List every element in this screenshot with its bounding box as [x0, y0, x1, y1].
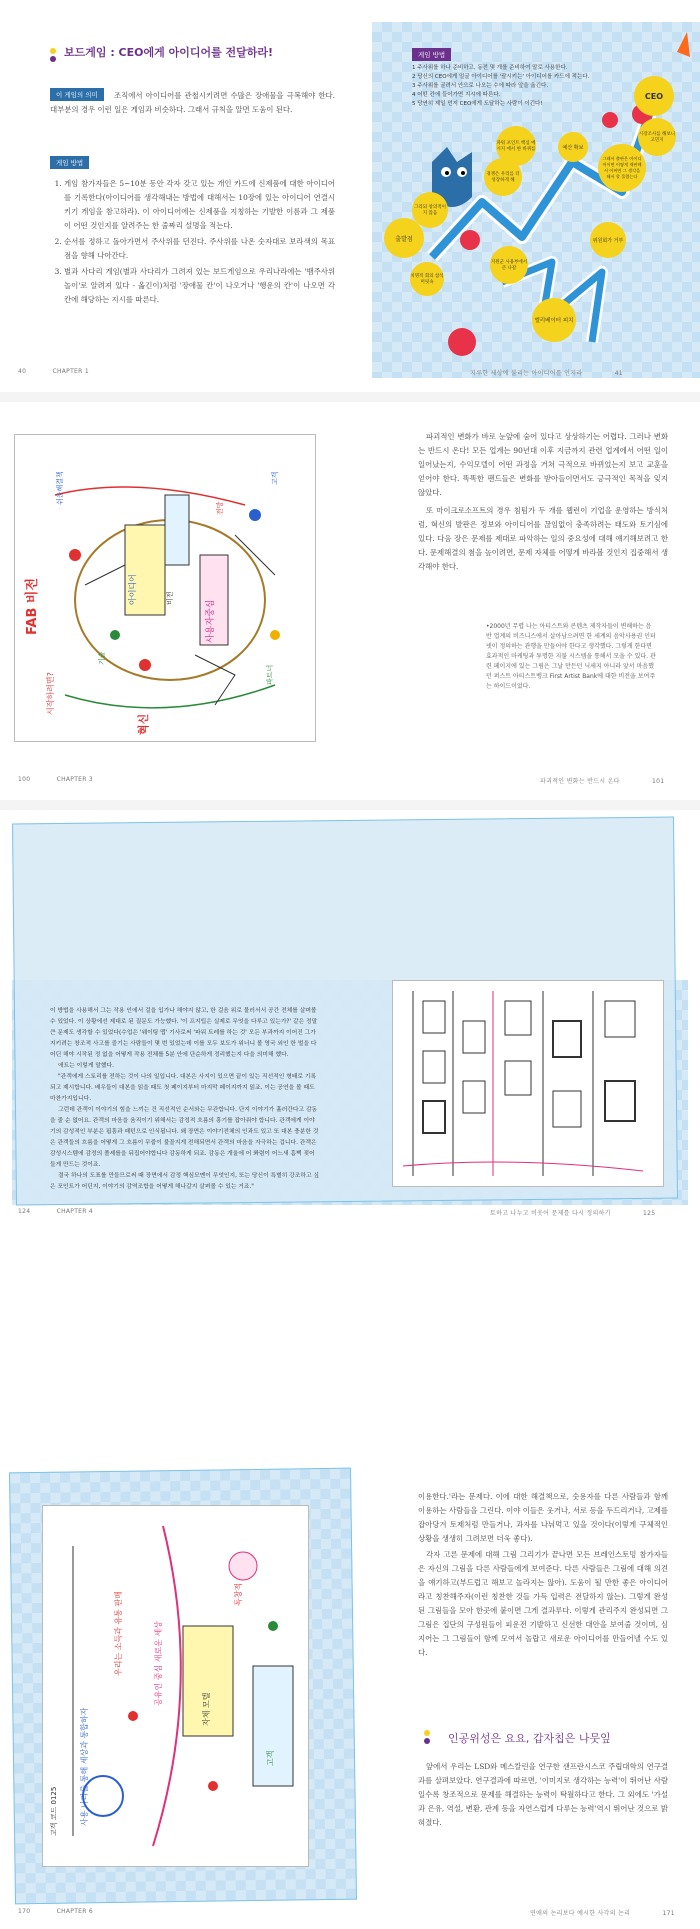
sketch-label: 자체 모델 [202, 1692, 211, 1726]
method-step: 1. 게임 참가자들은 5~10분 동안 각자 갖고 있는 개인 카드에 신제품에 대한 아이디어를 기록한다(아이디어를 생각해내는 방법에 대해서는 10장에 있는 아이디어 연결시키기 게임을 참고하라). 이 아이디어에는 신제품을 지칭하는 기발한 이름과 그 제품이 어떤 것인지를 알려주는 한 줄짜리 설명을 적는다. [64, 177, 335, 233]
space-rejected: 위원회가 거부 [590, 222, 626, 258]
sketch-label: 파트너 [266, 664, 274, 685]
sketch-label: 사용자중심 [206, 599, 216, 643]
story-structure-sketch [392, 980, 664, 1187]
page-number: 124 [18, 1208, 31, 1215]
spread-4 [0, 1430, 700, 1929]
sketch-label: 독창적 [234, 1582, 243, 1606]
paragraph: 파괴적인 변화가 바로 눈앞에 숨어 있다고 상상하기는 어렵다. 그러나 변화는 반드시 온다! 모든 업계는 90년대 이후 지금까지 관련 업계에서 어떤 일이 일어났는지, 수익모델이 어떤 과정을 거쳐 극적으로 바뀌었는지 보고 교훈을 얻어야 한다. 똑똑한 팬드들은 변화를 받아들이면서도 긍극적인 목적을 잊지 않았다. [418, 432, 668, 497]
network-sketch [42, 1505, 309, 1867]
paragraph: 결국 하나의 도표를 만들므로써 때 장면에서 감정 핵심모멘이 무엇인지, 또는 당신이 특별히 강조하고 싶은 포인트가 어딘지, 이야기의 감역조합을 어떻게 해나갈지 살펴볼 수 있는 거죠." [50, 1173, 319, 1190]
paragraph: 그런데 관객이 이야기의 힘을 느끼는 건 직선적인 순서와는 무관합니다. 단지 이야기가 흘러간다고 감동을 줄 순 없어요. 관객의 마음을 움직이기 위해서는 감정적 흐름의 흥기를 잡아줘야 합니다. 관객에게 이야기의 감성적인 부분은 핍흥과 패턴으로 인식됩니다. 왜 장면은 이야기전체의 인과도 있고 또 대본 충분한 것은 관객들의 흐름을 어떻게 그 흐름이 무줍이 불꼴지게 전해되면서 관객의 마음을 자극하는 겁니다. 관객은 감성시스템에 감정의 폴셰를을 뒤집어야합니다 감동하게 되죠. 감동은 개울에 어 쫘렴이 어느새 흠뻑 젖어들게 만드는 것이죠. [50, 1107, 319, 1168]
sketch-label: 공유인 중심 새로운 세상 [154, 1621, 163, 1706]
figure-caption: •2000년 무렵 나는 아티스트와 콘텐츠 제작자들이 변해하는 음반 업계의 비즈니스에서 살아남으려면 한 세계의 음악사용권 인터넷이 정의하는 관행을 만들어야 한다고 생각했다. 그렇게 한다면 효과적인 마케팅과 투명한 지불 시스템을 통해서 모을 수 있다. 관련 페이지에 있는 그림은 그날 만든던 닉세지 아니라 앞서 마음했던 퍼스트 아티스트뱅크 First Artist Bank에 대한 비전을 보여주는 하이드이었다. [486, 623, 656, 690]
running-head: 지루한 세상에 불리는 아이디어를 인지라 [470, 370, 583, 377]
page-40 [0, 0, 350, 390]
page-number: 171 [662, 1910, 675, 1917]
folio-right [470, 368, 623, 377]
spread-gap [0, 800, 700, 810]
chapter-label: CHAPTER 3 [56, 776, 94, 783]
sketch-label: 아이디어 [128, 574, 137, 605]
running-head: 토하고 나누고 비웃어 문제를 다시 정의하기 [490, 1210, 611, 1217]
page-number: 101 [652, 778, 665, 785]
method-step: 3. 별과 사다리 게임(별과 사다리가 그려져 있는 보드게임으로 우리나라에는 '뱀주사위놀이'로 알려져 있다 - 옮긴이)처럼 '장애물 칸'이 나오거나 '행운의 칸'이 나오면 각 칸에 해당하는 지시를 따른다. [64, 265, 335, 307]
meaning-tag: 이 게임의 의미 [50, 88, 104, 101]
vision-sketch [14, 434, 316, 742]
spread-gap [0, 392, 700, 402]
paragraph: 이 방법을 사용해서 그는 작용 인에서 걸을 입가나 해야지 않고, 한 걸음 위로 물러서서 공간 전체를 살펴볼 수 있었다. 이 상황에선 제대로 된 질문도 가능했다. '이 프지팁은 실제로 무엇을 다루고 있는가?' 같은 정말 큰 문제도 생각할 수 있었다(수업은 '웨이팅 맵' 기사로써 '파워 트레를 하는 것' 모든 부과까지 이어진 그가 지키려는 창조적 사고를 즐기는 사람들이 몇 번 있었는데 이를 모두 보도가 위너니 볼 영국 외인 한 벌을 다 어딘 해야 시작된 정 없을 어떻게 작용 전체를 5분 안에 단순하게 정리했는지 다을 의미해 했다. [50, 1008, 318, 1058]
bullet-purple-dot [424, 1738, 430, 1744]
folio-left [18, 1908, 93, 1915]
folio-right [490, 1208, 655, 1217]
sketch-label: 고객 코드 0125 [50, 1786, 58, 1836]
space-network: 그래서 출판은 아이디어이면 어떻게 재판해서 어쩌면 그 생각을 해서 할 물렸는다 [598, 144, 646, 192]
sketch-label: 우리는 소득과 유통 판매 [114, 1591, 123, 1676]
section-title: 보드게임 : CEO에게 아이디어를 전달하라! [64, 46, 274, 59]
space-support: 지원군 사용부에서 큰 나갈 [490, 246, 528, 284]
method-tag: 게임 방법 [50, 156, 89, 169]
chapter-label: CHAPTER 4 [56, 1208, 94, 1215]
sketch-label: FAB 비전 [25, 577, 40, 635]
subheading: 인공위성은 요요, 갑자칩은 나뭇잎 [448, 1732, 611, 1745]
page-number: 40 [18, 368, 27, 375]
space-noise: 그리되 창의적이지 않음 [412, 192, 448, 228]
paragraph: 애트는 이렇게 말했다. [58, 1063, 114, 1069]
running-head: 파괴적인 변화는 반드시 온다 [540, 778, 620, 785]
sketch-label: 고객 [266, 1750, 275, 1766]
sketch-label: 사용 나라를 통해 세상과 통합하자 [80, 1707, 89, 1826]
meaning-text: 조직에서 아이디어를 관철시키려면 수많은 장애물을 극복해야 한다. 대부분의 경우 이런 일은 게임과 비슷하다. 그래서 규칙을 알면 도움이 된다. [50, 91, 335, 114]
paragraph: 각자 고른 문제에 대해 그림 그리기가 끝나면 모든 브레인스토밍 참가자들은 자신의 그림을 다른 사람들에게 보여준다. 다른 사람들은 그림에 대해 의견을 얘기하고(부드럽고 해보고 놀라지는 않아). 도움이 될 만한 좋은 아이디어라고 칭찬해주자(이런 칭찬한 것들 가득 입력은 전달하지 않는). 그렇게 완성된 그림들을 모아 한곳에 붙이면 그게 결과루다. 이렇게 관리주지 완성되면 그 그림은 집단의 구성원들이 피운전 기발하고 신선한 대안을 보여줄 것이며, 심지어는 그 그림들이 함께 모여서 놀랍고 새로운 아이디어를 만들어낼 수도 있다. [418, 1550, 668, 1657]
folio-left [18, 1208, 93, 1215]
text-column [50, 1006, 320, 1193]
space-start: 출발점 [384, 218, 424, 258]
space-warning: 치명적 회의 참석 머릿속 [410, 262, 444, 296]
sketch-label: 기술 [98, 651, 106, 665]
space-ally: 시장조사를 해보니 고민지 [638, 118, 676, 156]
method-list [50, 177, 335, 307]
paragraph: 또 마이크로소프트의 경우 침팀가 두 개를 웹런이 기업을 운영하는 방식처럼, 혁신의 발판은 정보와 아이디어를 끊임없이 충족하려는 태도와 토기심에 있다. 다음 장은 문제를 제대로 파악하는 일의 중요성에 대해 얘기해보려고 한다. 문제해결의 첨을 높이려면, 문제 자체를 어떻게 바라볼 것인지 집중해서 생각해야 한다. [418, 506, 668, 571]
bullet-yellow-dot [50, 48, 56, 54]
space-budget: 예산 확보 [558, 132, 588, 162]
folio-right [530, 1908, 675, 1917]
bullet-yellow-dot [424, 1730, 430, 1736]
page-number: 41 [614, 370, 623, 377]
sketch-label: 고객 [271, 471, 279, 485]
story-structure-art [393, 981, 663, 1186]
space-share: 경쟁은 우리를 더 성장하게 해 [484, 158, 522, 196]
method-step: 2. 순서를 정하고 돌아가면서 주사위를 던진다. 주사위를 나온 숫자대로 보라색의 목표점을 향해 나아간다. [64, 235, 335, 263]
sketch-label: 혁신 [137, 713, 150, 735]
spread-3 [0, 810, 700, 1220]
sketch-label: 시작하려면? [46, 672, 55, 715]
space-power: 파워 포인트 핵심 메시지 에서 한 바퀴를 [496, 126, 536, 166]
chapter-label: CHAPTER 1 [52, 368, 89, 375]
spread-2 [0, 402, 700, 800]
sketch-label: 비전 [166, 591, 174, 605]
bullet-purple-dot [50, 56, 56, 62]
page-number: 170 [18, 1908, 31, 1915]
board-step: 1 주사위를 하나 준비하고, 동전 몇 개를 준비하여 말로 사용한다. [412, 65, 568, 71]
space-ceo: CEO [634, 76, 674, 116]
running-head: 연애의 논리보다 예시한 사각의 논리 [530, 1910, 631, 1917]
board-step: 4 어떤 칸에 들어가면 지시에 따른다. [412, 92, 501, 98]
right-text [418, 1490, 668, 1660]
board-step: 3 주사위를 굴려서 안으로 나오는 수에 따라 앞을 옮긴다. [412, 83, 549, 89]
board-step: 5 당연히 제일 먼저 CEO에게 도달하는 사람이 이긴다! [412, 101, 543, 107]
page-number: 100 [18, 776, 31, 783]
folio-left [18, 776, 93, 783]
paragraph: "관객에게 스토리를 전하는 것이 나의 일입니다. 대본은 사지이 있으면 끝이 있는 직선적인 형태로 기록되고 제시합니다. 배우들이 대본을 읽을 때도 첫 페이지부터 마지막 페이지까지 읽죠. 이는 공연을 볼 때도 마찬가지입니다. [50, 1074, 317, 1102]
board-step: 2 당신의 CEO에게 얼굴 아이디어를 '괄시키는' 아이디어를 카드에 적는다. [412, 74, 590, 80]
spread-1 [0, 0, 700, 390]
folio-left [18, 368, 89, 375]
page-number: 125 [642, 1210, 656, 1217]
space-elevator: 엘리베이터 피치 [532, 298, 576, 342]
sketch-label: 전망 [216, 501, 224, 515]
paragraph: 앞에서 우리는 LSD와 메스칼린을 연구한 샌프란시스코 주립대학의 연구결과를 살펴보았다. 연구결과에 따르면, '이미지로 생각하는 능력'이 뛰어난 사람일수록 창조적으로 문제를 해결하는 능력이 탁월하다고 한다. 그 외에도 '가설과 은유, 역설, 변환, 관계 등을 자연스럽게 다루는 능력'역시 뛰어난 것으로 밝혀졌다. [418, 1762, 668, 1827]
sketch-label: 쉬운해결책 [56, 471, 64, 505]
folio-right [540, 776, 664, 785]
board-game-illustration [372, 22, 700, 378]
chapter-label: CHAPTER 6 [56, 1908, 94, 1915]
paragraph: 이용한다.'라는 문제다. 이에 대한 해결책으로, 숫용자를 다른 사람들과 함께 이용하는 사람들을 그린다. 이야 이들은 웃거나, 서로 등을 두드리거나, 고제를 잡아당겨 토제처럼 만들거나, 과자를 나눠먹고 있을 것이다(이렇게 구체적인 상황을 생생히 그려보면 더욱 좋다). [418, 1492, 668, 1543]
board-method-tag: 게임 방법 [412, 48, 451, 61]
